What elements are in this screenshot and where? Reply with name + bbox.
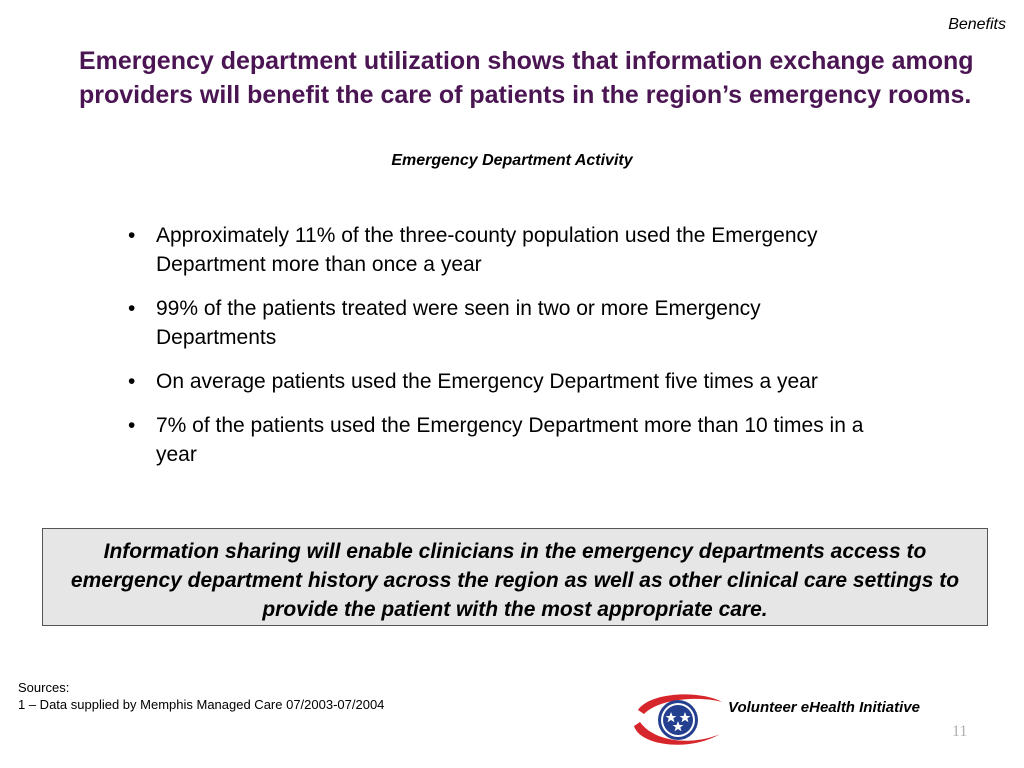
bullet-item <box>128 411 878 469</box>
bullet-text: 7% of the patients used the Emergency Department more than 10 times in a year <box>156 414 864 466</box>
bullet-dot-icon: • <box>128 224 136 247</box>
bullet-list <box>128 221 878 484</box>
slide-title: Emergency department utilization shows that information exchange among providers will benefit the care of patients in the region’s emergency rooms. <box>79 47 974 109</box>
bullet-item <box>128 221 878 279</box>
bullet-item <box>128 294 878 352</box>
sources-block <box>18 679 384 713</box>
bullet-text: 99% of the patients treated were seen in two or more Emergency Departments <box>156 297 761 349</box>
bullet-text: On average patients used the Emergency Department five times a year <box>156 370 818 393</box>
bullet-text: Approximately 11% of the three-county population used the Emergency Department more than once a year <box>156 224 818 276</box>
slide-subtitle: Emergency Department Activity <box>391 152 633 169</box>
bullet-dot-icon: • <box>128 297 136 320</box>
bullet-item <box>128 367 878 396</box>
organization-name: Volunteer eHealth Initiative <box>728 699 920 716</box>
source-item: 1 – Data supplied by Memphis Managed Care 07/2003-07/2004 <box>18 697 385 712</box>
organization-logo-icon <box>630 690 726 750</box>
bullet-dot-icon: • <box>128 370 136 393</box>
callout-text: Information sharing will enable clinicians in the emergency departments access to emergency department history across the region as well as other clinical care settings to provide the patient with the most appropriate care. <box>70 540 960 621</box>
section-label: Benefits <box>948 16 1006 33</box>
callout-box <box>42 528 988 626</box>
sources-label: Sources: <box>18 680 70 695</box>
bullet-dot-icon: • <box>128 414 136 437</box>
page-number: 11 <box>952 723 968 740</box>
